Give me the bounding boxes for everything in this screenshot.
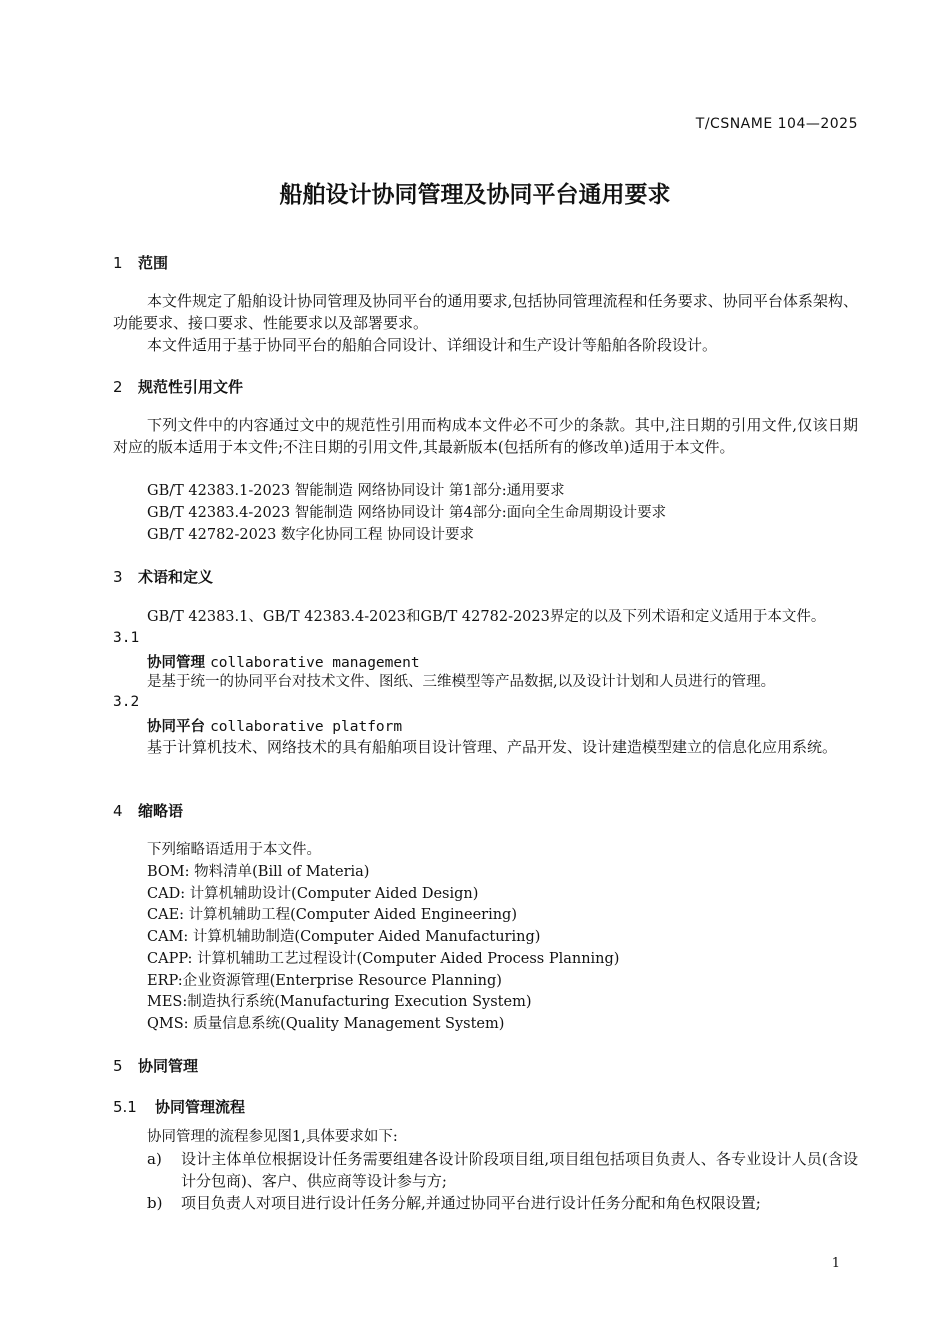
list-item-b bbox=[147, 1192, 858, 1214]
term-english: collaborative management bbox=[210, 655, 420, 671]
list-item-text: 项目负责人对项目进行设计任务分解,并通过协同平台进行设计任务分配和角色权限设置; bbox=[181, 1194, 761, 1212]
section-number: 1 bbox=[113, 254, 123, 272]
section-5-heading bbox=[113, 1055, 198, 1076]
section-number: 5 bbox=[113, 1057, 123, 1075]
section-1-heading bbox=[113, 252, 168, 273]
term-number: 3.1 bbox=[113, 630, 140, 646]
reference-item: GB/T 42383.1-2023 智能制造 网络协同设计 第1部分:通用要求 bbox=[147, 483, 565, 499]
document-title: 船舶设计协同管理及协同平台通用要求 bbox=[279, 182, 671, 208]
section-title: 协同管理 bbox=[138, 1057, 199, 1075]
term-heading bbox=[147, 651, 420, 672]
abbreviations-intro: 下列缩略语适用于本文件。 bbox=[147, 842, 321, 858]
subsection-number: 5.1 bbox=[113, 1098, 137, 1116]
term-heading bbox=[147, 715, 402, 736]
subsection-5-1-intro: 协同管理的流程参见图1,具体要求如下: bbox=[147, 1129, 398, 1145]
subsection-title: 协同管理流程 bbox=[155, 1098, 246, 1116]
section-number: 2 bbox=[113, 378, 123, 396]
abbreviation-item: BOM: 物料清单(Bill of Materia) bbox=[147, 864, 370, 880]
section-2-paragraph-1: 下列文件中的内容通过文中的规范性引用而构成本文件必不可少的条款。其中,注日期的引用文件,仅该日期对应的版本适用于本文件;不注日期的引用文件,其最新版本(包括所有的修改单)适用于本文件。 bbox=[113, 416, 858, 456]
abbreviation-item: CAD: 计算机辅助设计(Computer Aided Design) bbox=[147, 886, 479, 902]
abbreviation-item: QMS: 质量信息系统(Quality Management System) bbox=[147, 1016, 505, 1032]
subsection-5-1-heading bbox=[113, 1096, 245, 1117]
list-item-a bbox=[147, 1148, 858, 1192]
section-number: 3 bbox=[113, 568, 123, 586]
section-title: 规范性引用文件 bbox=[138, 378, 244, 396]
page-number: 1 bbox=[831, 1256, 840, 1271]
section-title: 范围 bbox=[138, 254, 169, 272]
term-chinese: 协同平台 bbox=[147, 719, 205, 735]
list-marker: a) bbox=[147, 1150, 162, 1168]
section-title: 术语和定义 bbox=[138, 568, 214, 586]
term-definition: 是基于统一的协同平台对技术文件、图纸、三维模型等产品数据,以及设计计划和人员进行的管理。 bbox=[147, 674, 776, 690]
section-3-heading bbox=[113, 566, 213, 587]
standard-code: T/CSNAME 104—2025 bbox=[695, 116, 858, 132]
abbreviation-item: MES:制造执行系统(Manufacturing Execution System) bbox=[147, 994, 532, 1010]
list-item-text: 设计主体单位根据设计任务需要组建各设计阶段项目组,项目组包括项目负责人、各专业设计人员(含设计分包商)、客户、供应商等设计参与方; bbox=[181, 1150, 858, 1190]
section-4-heading bbox=[113, 800, 183, 821]
abbreviation-item: CAM: 计算机辅助制造(Computer Aided Manufacturing) bbox=[147, 929, 541, 945]
term-number: 3.2 bbox=[113, 694, 140, 710]
section-3-paragraph-1: GB/T 42383.1、GB/T 42383.4-2023和GB/T 42782-2023界定的以及下列术语和定义适用于本文件。 bbox=[147, 609, 826, 625]
list-marker: b) bbox=[147, 1194, 163, 1212]
reference-item: GB/T 42782-2023 数字化协同工程 协同设计要求 bbox=[147, 527, 475, 543]
abbreviation-item: ERP:企业资源管理(Enterprise Resource Planning) bbox=[147, 973, 502, 989]
term-english: collaborative platform bbox=[210, 719, 403, 735]
term-chinese: 协同管理 bbox=[147, 655, 205, 671]
section-2-heading bbox=[113, 376, 243, 397]
section-number: 4 bbox=[113, 802, 123, 820]
section-1-paragraph-2: 本文件适用于基于协同平台的船舶合同设计、详细设计和生产设计等船舶各阶段设计。 bbox=[147, 336, 718, 354]
section-1-paragraph-1: 本文件规定了船舶设计协同管理及协同平台的通用要求,包括协同管理流程和任务要求、协同平台体系架构、功能要求、接口要求、性能要求以及部署要求。 bbox=[113, 292, 858, 332]
abbreviation-item: CAPP: 计算机辅助工艺过程设计(Computer Aided Process Planning) bbox=[147, 951, 620, 967]
section-title: 缩略语 bbox=[138, 802, 184, 820]
abbreviation-item: CAE: 计算机辅助工程(Computer Aided Engineering) bbox=[147, 907, 517, 923]
reference-item: GB/T 42383.4-2023 智能制造 网络协同设计 第4部分:面向全生命周期设计要求 bbox=[147, 505, 667, 521]
term-definition: 基于计算机技术、网络技术的具有船舶项目设计管理、产品开发、设计建造模型建立的信息化应用系统。 bbox=[147, 738, 838, 756]
